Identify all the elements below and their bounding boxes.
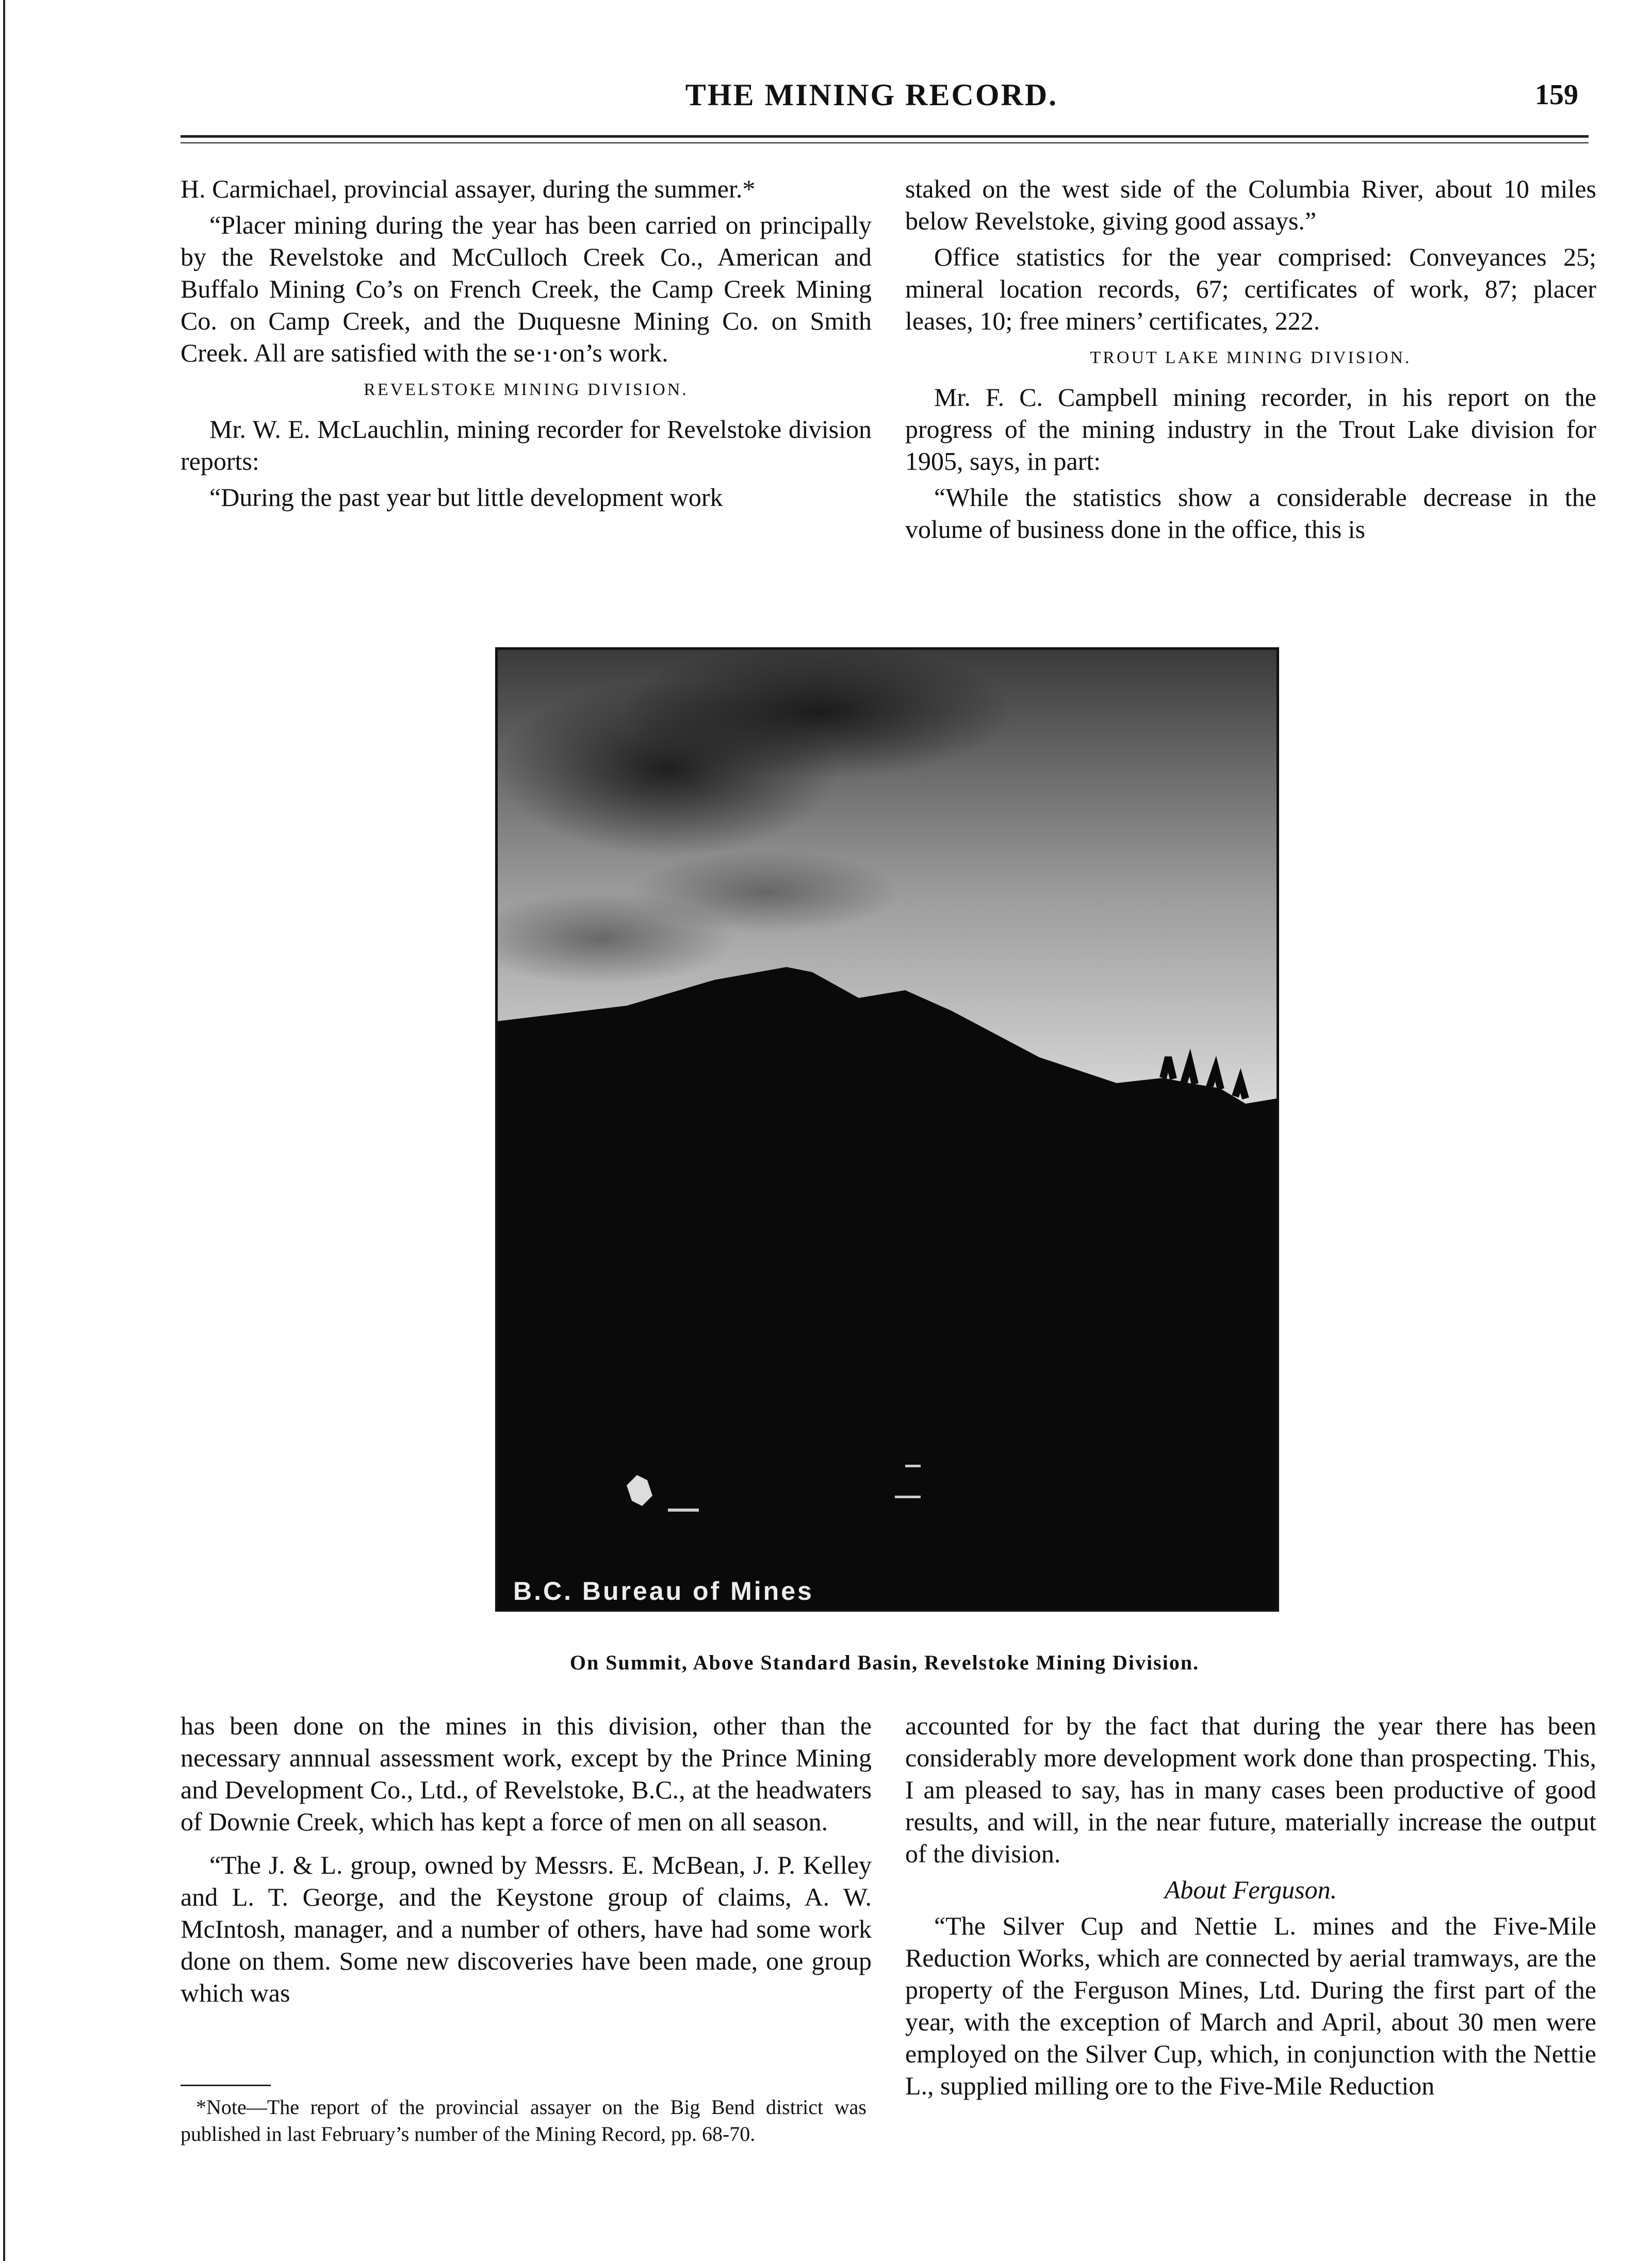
header-rule-bottom <box>181 142 1589 143</box>
bottom-left-column <box>181 1710 872 2013</box>
paragraph: has been done on the mines in this division, other than the necessary annnual assessment work, except by the Prince Mining and Development Co., Ltd., of Revelstoke, B.C., at the headwaters of Downie Creek, which has kept a force of men on all season. <box>181 1711 872 1836</box>
paragraph: “While the statistics show a considerable decrease in the volume of business done in the office, this is <box>905 483 1596 544</box>
mountain-photograph <box>495 647 1279 1612</box>
paragraph: “The J. & L. group, owned by Messrs. E. McBean, J. P. Kelley and L. T. George, and the Keystone group of claims, A. W. McIntosh, manager, and a number of others, have had some work done on them. Some new discoveries have been made, one group which was <box>181 1850 872 2007</box>
paragraph: “During the past year but little development work <box>209 483 723 512</box>
paragraph: accounted for by the fact that during the year there has been considerably more development work done than prospecting. This, I am pleased to say, has in many cases been productive of good results, and will, in the near future, materially increase the output of the division. <box>905 1711 1596 1868</box>
bottom-right-column <box>905 1710 1596 2106</box>
paragraph: “Placer mining during the year has been carried on principally by the Revelstoke and McCulloch Creek Co., American and Buffalo Mining Co’s on French Creek, the Camp Creek Mining Co. on Camp Creek, and the Duquesne Mining Co. on Smith Creek. All are satisfied with the se·ı·on’s work. <box>181 210 872 367</box>
running-title: THE MINING RECORD. <box>685 78 1058 112</box>
photo-image <box>498 650 1277 1609</box>
paragraph: Mr. F. C. Campbell mining recorder, in his report on the progress of the mining industry in the Trout Lake division for 1905, says, in part: <box>905 383 1596 476</box>
paragraph: “The Silver Cup and Nettie L. mines and the Five-Mile Reduction Works, which are connected by aerial tramways, are the property of the Ferguson Mines, Ltd. During the first part of the year, with the exception of March and April, about 30 men were employed on the Silver Cup, which, in conjunction with the Nettie L., supplied milling ore to the Five-Mile Reduction <box>905 1911 1596 2100</box>
scan-margin-line <box>3 0 5 2261</box>
paragraph: H. Carmichael, provincial assayer, during the summer.* <box>181 174 756 203</box>
paragraph: Office statistics for the year comprised: Conveyances 25; mineral location records, 67; certificates of work, 87; placer leases, 10; free miners’ certificates, 222. <box>905 242 1596 335</box>
section-heading: TROUT LAKE MINING DIVISION. <box>1090 348 1412 367</box>
subheading: About Ferguson. <box>1164 1875 1337 1904</box>
top-right-column <box>905 173 1596 549</box>
paragraph: staked on the west side of the Columbia River, about 10 miles below Revelstoke, giving good assays.” <box>905 174 1596 235</box>
top-left-column <box>181 173 872 517</box>
footnote: *Note—The report of the provincial assayer on the Big Bend district was published in last February’s number of the Mining Record, pp. 68-70. <box>181 2095 866 2145</box>
footnote-rule <box>181 2085 271 2086</box>
header-rule-top <box>181 135 1589 138</box>
section-heading: REVELSTOKE MINING DIVISION. <box>364 380 689 399</box>
page-header <box>0 77 1652 119</box>
photo-credit: B.C. Bureau of Mines <box>513 1577 814 1605</box>
figure-caption: On Summit, Above Standard Basin, Revelstoke Mining Division. <box>569 1651 1200 1674</box>
page-number: 159 <box>1535 79 1578 111</box>
paragraph: Mr. W. E. McLauchlin, mining recorder for Revelstoke division reports: <box>181 415 872 476</box>
